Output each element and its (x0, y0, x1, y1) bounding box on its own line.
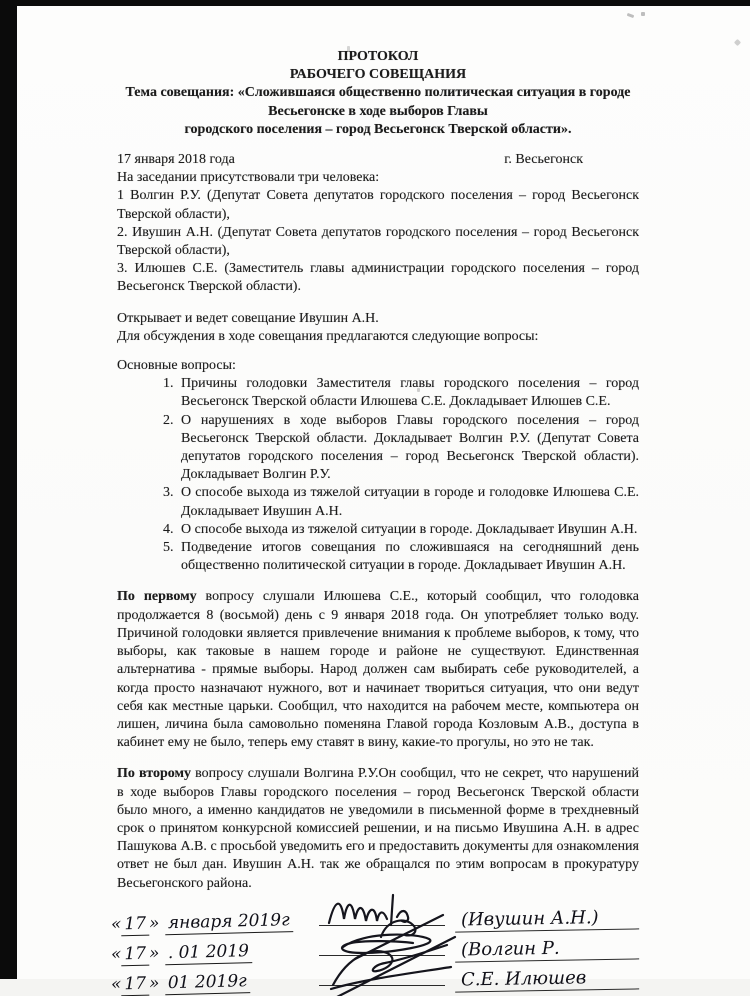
date-place-line (117, 151, 639, 169)
meeting-theme-line2: Весьегонске в ходе выборов Главы (268, 103, 488, 119)
attendee-item: 3. Илюшев С.Е. (Заместитель главы администрации городского поселения – город Весьегонск Тверской области). (117, 261, 639, 295)
paragraph-first-question (117, 588, 639, 752)
signature-name: (Ивушин А.Н.) (455, 908, 639, 932)
meeting-theme-line1: Тема совещания: «Сложившаяся общественно политическая ситуация в городе (125, 85, 631, 101)
agenda-item: 2. О нарушениях в ходе выборов Главы городского поселения – город Весьегонск Тверской области. Докладывает Волгин Р.У. (Депутат Совета депутатов городского поселения – город Весьегонск Тверской области). Докладывает Волгин Р.У. (177, 412, 639, 485)
quote-mark: « (110, 913, 122, 935)
signature-name: С.Е. Илюшев (455, 968, 639, 992)
scan-speck (734, 39, 741, 46)
document-title-line2: РАБОЧЕГО СОВЕЩАНИЯ (289, 67, 467, 83)
attendee-item: 1 Волгин Р.У. (Депутат Совета депутатов городского поселения – город Весьегонск Тверской области), (117, 188, 639, 222)
scan-speck (627, 13, 635, 18)
quote-mark: » (148, 972, 160, 994)
quote-mark: » (148, 912, 160, 934)
paragraph-first-body: вопросу слушали Илюшева С.Е., который сообщил, что голодовка продолжается 8 (восьмой) день с 9 января 2018 года. Он употребляет только воду. Причиной голодовки является привлечение внимания к проблеме выборов, к тому, что выборы, как таковые в нашем городе и районе не существуют. Единственная альтернатива - прямые выборы. Народ должен сам выбирать себе руководителей, а когда просто назначают нужного, вот и начинает твориться ситуация, что они ведут себя как местные царьки. Сообщил, что находится на рабочем месте, компьютера он лишен, личина была самовольно поменяна Главой города Козловым А.В., доступа в кабинет ему не было, теперь ему ставят в вину, какие-то прогулы, но это не так. (117, 589, 639, 751)
questions-header: Основные вопросы: (117, 358, 236, 374)
paragraph-first-lead: По первому (117, 589, 197, 605)
chair-block (117, 310, 639, 346)
agenda-intro: Для обсуждения в ходе совещания предлагаются следующие вопросы: (117, 328, 539, 344)
signature-day: 17 (121, 973, 149, 996)
document-page (17, 6, 750, 995)
signature-day: 17 (121, 943, 149, 966)
attendee-item: 2. Ивушин А.Н. (Депутат Совета депутатов городского поселения – город Весьегонск Тверской области), (117, 224, 639, 259)
signature-date-rest: . 01 2019 (165, 941, 253, 965)
paragraph-second-question (117, 765, 639, 892)
meeting-theme-line3: городского поселения – город Весьегонск Тверской области». (184, 121, 572, 137)
document-title-line1: ПРОТОКОЛ (337, 49, 419, 64)
signature-line (319, 983, 445, 986)
agenda-list (117, 375, 639, 575)
signature-name: (Волгин Р. (455, 938, 639, 962)
document-content (110, 48, 640, 995)
signature-date-rest: 01 2019г (165, 971, 250, 995)
attendees-intro: На заседании присутствовали три человека: (117, 170, 380, 186)
quote-mark: » (148, 942, 160, 964)
quote-mark: « (110, 943, 122, 965)
signature-row (110, 961, 639, 995)
document-date: 17 января 2018 года (117, 152, 235, 168)
signature-date (111, 970, 317, 993)
agenda-item: 3. О способе выхода из тяжелой ситуации в городе и голодовке Илюшева С.Е. Докладывает Ивушин А.Н. (177, 484, 639, 520)
scan-edge-left (0, 0, 17, 979)
paragraph-second-lead: По второму (117, 766, 192, 782)
document-place: г. Весьегонск (504, 152, 583, 168)
agenda-item: 4. О способе выхода из тяжелой ситуации в городе. Докладывает Ивушин А.Н. (177, 521, 639, 539)
agenda-item: 5. Подведение итогов совещания по сложившаяся на сегодняшний день общественно политической ситуации в городе. Докладывает Ивушин А.Н. (177, 539, 639, 575)
quote-mark: « (110, 973, 122, 995)
chair-line: Открывает и ведет совещание Ивушин А.Н. (117, 310, 379, 326)
scan-speck (641, 12, 645, 16)
signature-scribble-icon (325, 935, 465, 991)
signature-day: 17 (121, 913, 149, 936)
paragraph-second-body: вопросу слушали Волгина Р.У.Он сообщил, что не секрет, что нарушений в ходе выборов Главы городского поселения – город Весьегонск Тверской области было много, а именно кандидатов не уведомили в письменной форме в трехдневный срок о принятом конкурсной комиссией решении, и на письмо Ивушина А.Н. в адрес Пашукова А.В. с просьбой уведомить его и предоставить документы для ознакомления ответ не был дан. Ивушин А.Н. так же обращался по этим вопросам в прокуратуру Весьегонского района. (117, 766, 640, 891)
agenda-item: 1. Причины голодовки Заместителя главы городского поселения – город Весьегонск Тверской области Илюшева С.Е. Докладывает Илюшев С.Е. (177, 375, 639, 411)
signature-date-rest: января 2019г (165, 910, 293, 935)
document-title-block (117, 48, 639, 139)
signature-block (110, 901, 639, 995)
